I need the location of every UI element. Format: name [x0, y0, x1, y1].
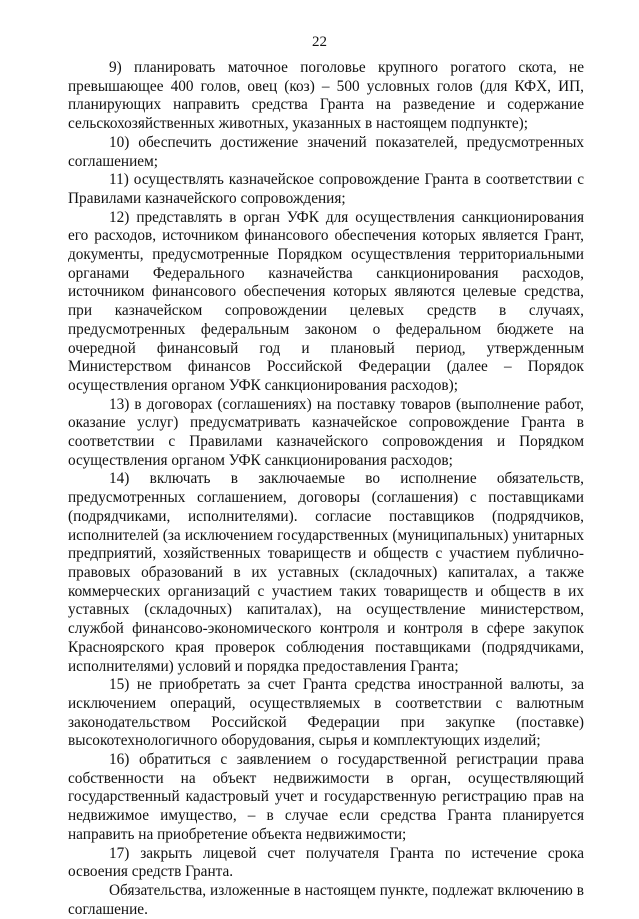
paragraph-item-15: 15) не приобретать за счет Гранта средства иностранной валюты, за исключением операций, осуществляемых в соответствии с валютным законодательством Российской Федерации при закупке (поставке) высокотехнологичного оборудования, сырья и комплектующих изделий;: [68, 676, 584, 750]
paragraph-item-10: 10) обеспечить достижение значений показателей, предусмотренных соглашением;: [68, 133, 584, 170]
document-body: [68, 59, 584, 919]
page-number: 22: [312, 34, 327, 50]
paragraph-item-12: 12) представлять в орган УФК для осуществления санкционирования его расходов, источником финансового обеспечения которых является Грант, документы, предусмотренные Порядком осуществления территориальными органами Федерального казначейства санкционирования расходов, источником финансового обеспечения которых являются целевые средства, при казначейском сопровождении целевых средств в случаях, предусмотренных федеральным законом о федеральном бюджете на очередной финансовый год и плановый период, утвержденным Министерством финансов Российской Федерации (далее – Порядок осуществления органом УФК санкционирования расходов);: [68, 208, 584, 394]
paragraph-item-11: 11) осуществлять казначейское сопровождение Гранта в соответствии с Правилами казначейского сопровождения;: [68, 171, 584, 207]
paragraph-item-17: 17) закрыть лицевой счет получателя Гранта по истечение срока освоения средств Гранта.: [68, 844, 584, 881]
paragraph-item-13: 13) в договорах (соглашениях) на поставку товаров (выполнение работ, оказание услуг) предусматривать казначейское сопровождение Гранта в соответствии с Правилами казначейского сопровождения и Порядком осуществления органом УФК санкционирования расходов;: [68, 395, 584, 469]
paragraph-closing: Обязательства, изложенные в настоящем пункте, подлежат включению в соглашение.: [68, 881, 584, 918]
paragraph-item-16: 16) обратиться с заявлением о государственной регистрации права собственности на объект недвижимости в орган, осуществляющий государственный кадастровый учет и государственную регистрацию прав на недвижимое имущество, – в случае если средства Гранта планируется направить на приобретение объекта недвижимости;: [68, 751, 584, 843]
paragraph-item-14: 14) включать в заключаемые во исполнение обязательств, предусмотренных соглашением, договоры (соглашения) с поставщиками (подрядчиками, исполнителями). согласие поставщиков (подрядчиков, исполнителей (за исключением государственных (муниципальных) унитарных предприятий, хозяйственных товариществ и обществ с участием публично-правовых образований в их уставных (складочных) капиталах, а также коммерческих организаций с участием таких товариществ и обществ в их уставных (складочных) капиталах), на осуществление министерством, службой финансово-экономического контроля и контроля в сфере закупок Красноярского края проверок соблюдения поставщиками (подрядчиками, исполнителями) условий и порядка предоставления Гранта;: [68, 470, 584, 675]
paragraph-item-9: 9) планировать маточное поголовье крупного рогатого скота, не превышающее 400 голов, овец (коз) – 500 условных голов (для КФХ, ИП, планирующих направить средства Гранта на разведение и содержание сельскохозяйственных животных, указанных в настоящем подпункте);: [68, 59, 584, 133]
